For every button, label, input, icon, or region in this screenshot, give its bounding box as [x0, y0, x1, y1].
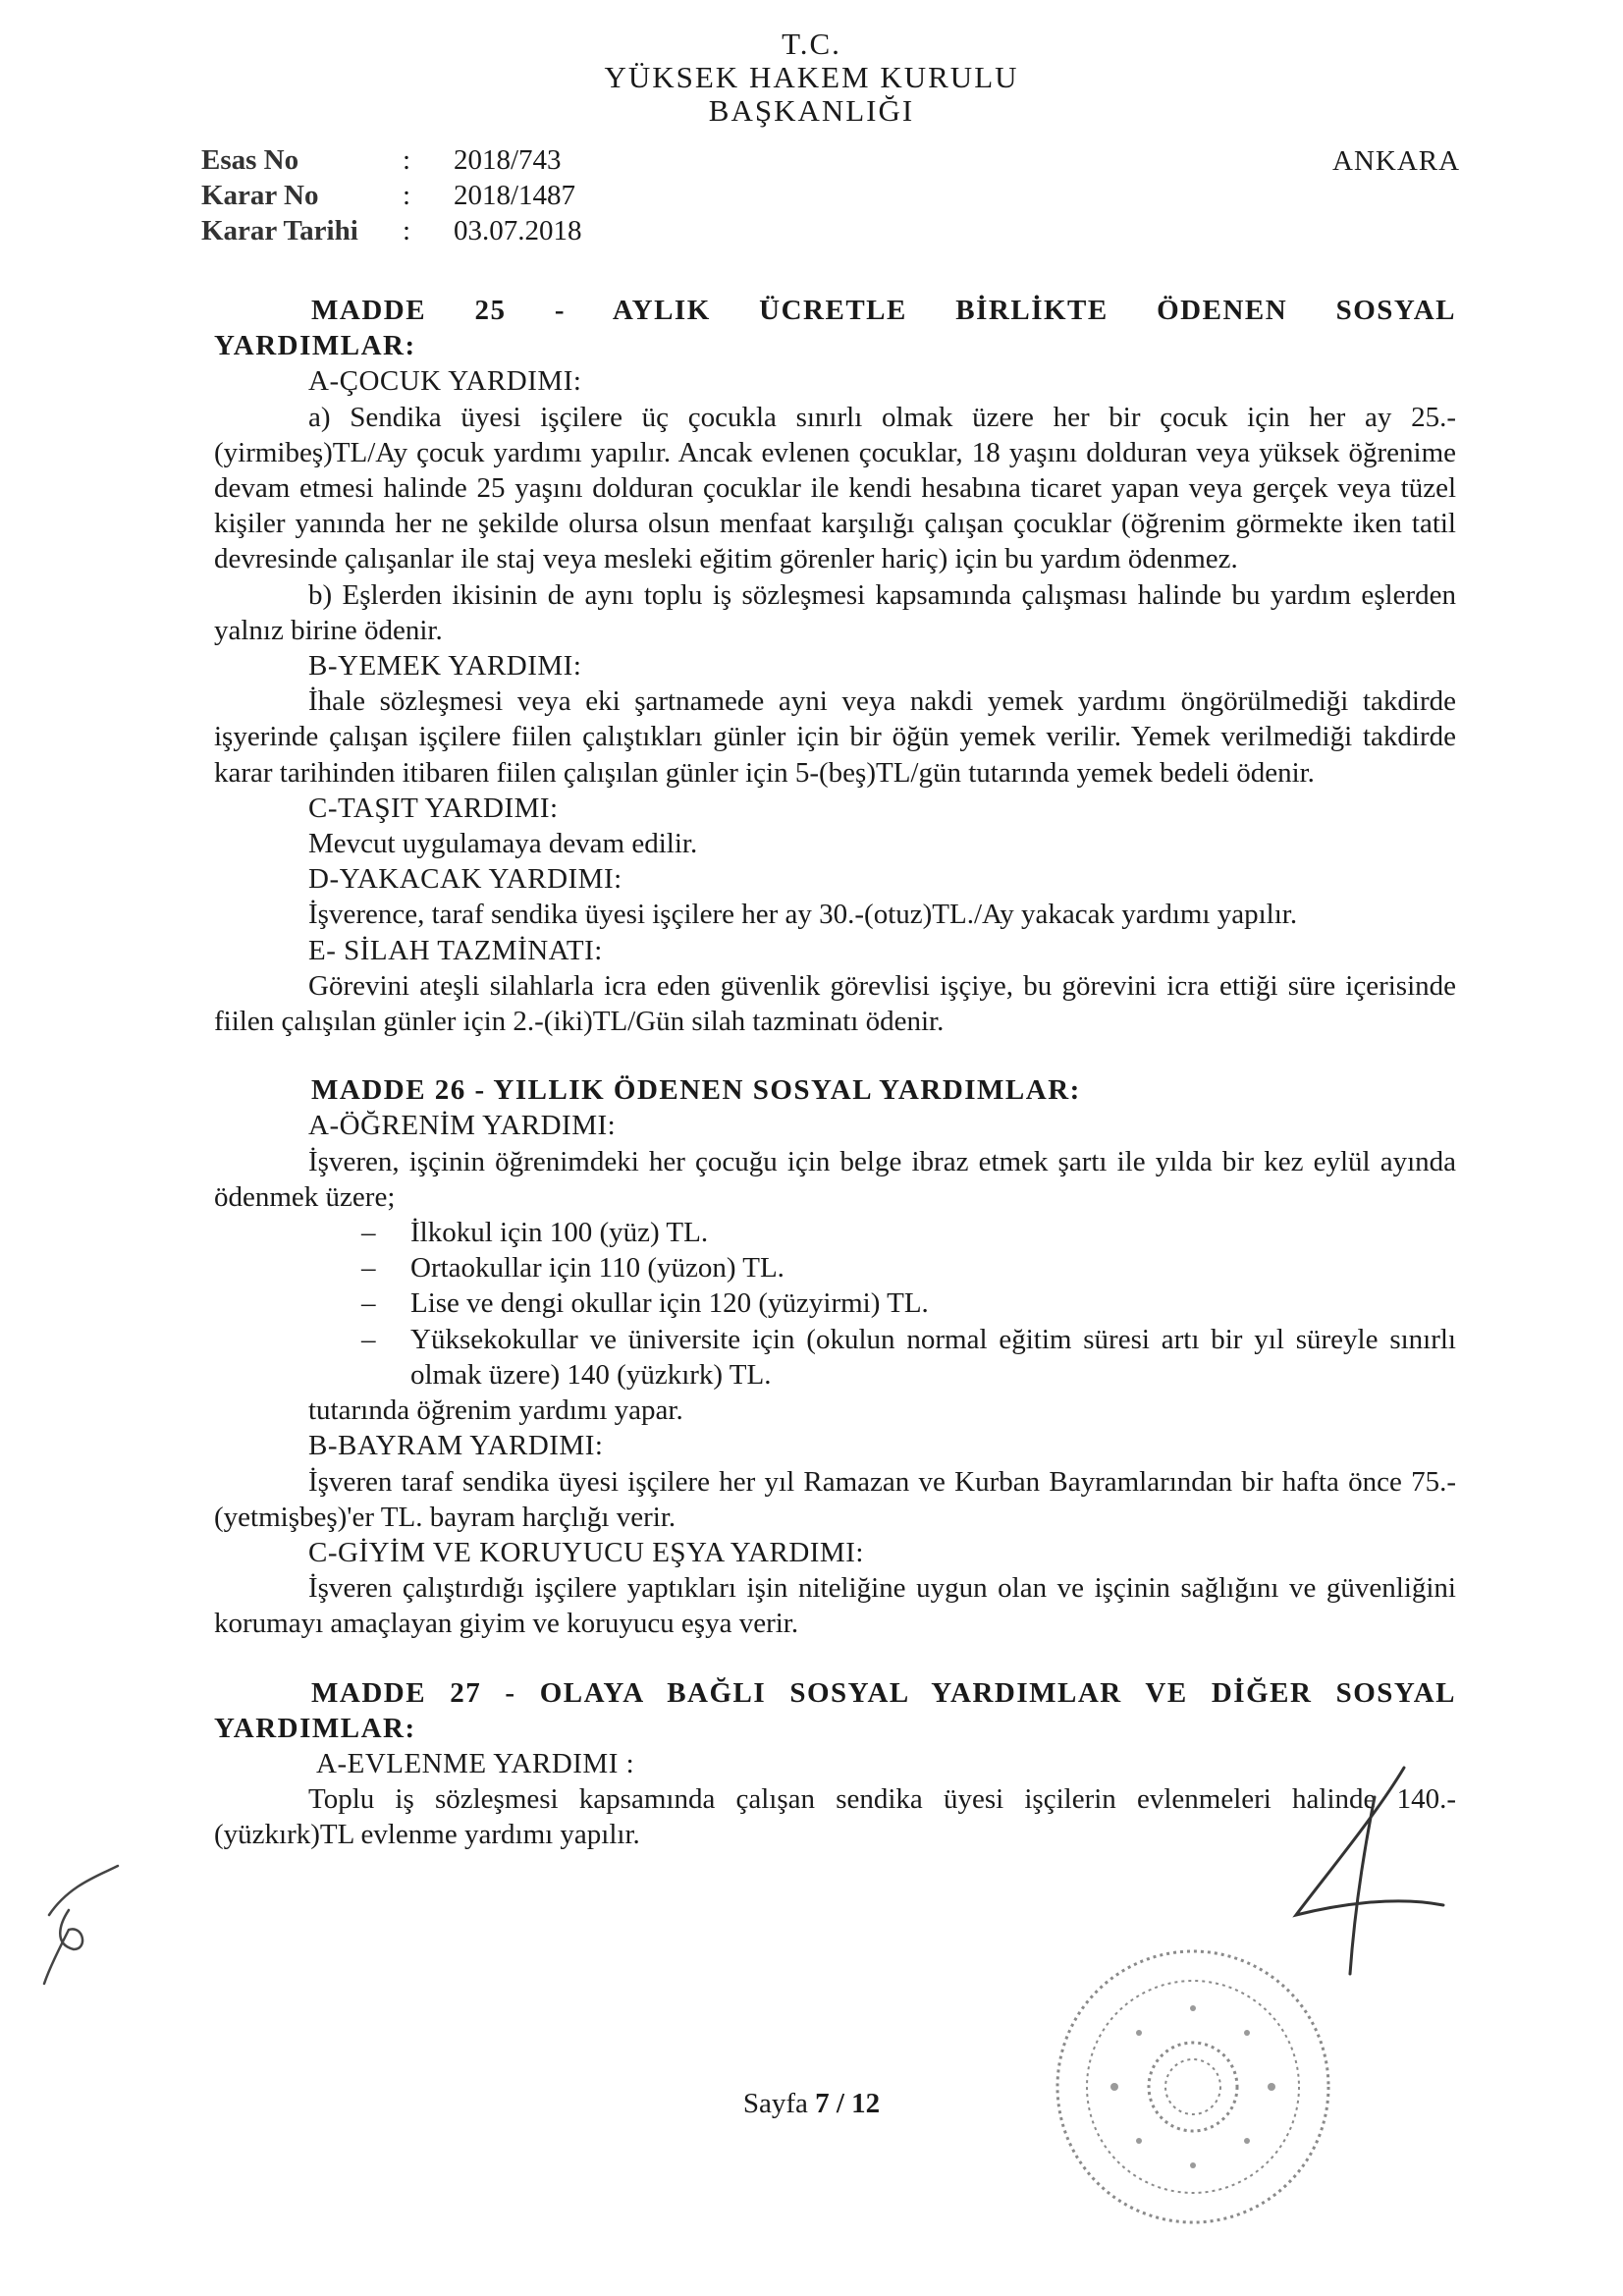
education-aid-list [214, 1215, 1456, 1393]
madde25-a-text-b: b) Eşlerden ikisinin de aynı toplu iş sözleşmesi kapsamında çalışması halinde bu yardım eşlerden yalnız birine ödenir. [214, 578, 1456, 646]
list-item: – İlkokul için 100 (yüz) TL. [361, 1215, 1456, 1250]
meta-value: 2018/743 [454, 144, 562, 176]
madde25-b-text: İhale sözleşmesi veya eki şartnamede ayni veya nakdi yemek yardımı öngörülmediği takdirde işyerinde çalışan işçilere fiilen çalıştıkları günler için bir öğün yemek verilir. Yemek verilmediği takdirde karar tarihinden itibaren fiilen çalışılan günler için 5-(beş)TL/gün tutarında yemek bedeli ödenir. [214, 685, 1456, 789]
madde25-heading [214, 293, 1456, 363]
madde26-c-text: İşveren çalıştırdığı işçilere yaptıkları işin niteliğine uygun olan ve işçinin sağlığını ve güvenliğini korumayı amaçlayan giyim ve koruyucu eşya verir. [214, 1572, 1456, 1640]
madde25-c-title: C-TAŞIT YARDIMI: [308, 792, 559, 824]
madde26-b-text: İşveren taraf sendika üyesi işçilere her yıl Ramazan ve Kurban Bayramlarından bir hafta önce 75.-(yetmişbeş)'er TL. bayram harçlığı verir. [214, 1465, 1456, 1533]
madde26-a-title: A-ÖĞRENİM YARDIMI: [308, 1110, 617, 1142]
page-number [0, 2088, 1623, 2120]
madde25-title-line1: MADDE 25 - AYLIK ÜCRETLE BİRLİKTE ÖDENEN SOSYAL [311, 295, 1456, 326]
madde27-a-title: A-EVLENME YARDIMI : [316, 1747, 635, 1779]
document-body [214, 293, 1456, 1853]
madde25-title-line2: YARDIMLAR: [214, 330, 416, 362]
city-name: ANKARA [1332, 145, 1461, 177]
header-institution: YÜKSEK HAKEM KURULU [604, 60, 1019, 94]
madde26-a-tail: tutarında öğrenim yardımı yapar. [308, 1394, 683, 1427]
meta-row-esas [201, 142, 582, 178]
madde25-c-text: Mevcut uygulamaya devam edilir. [308, 828, 698, 860]
header-office: BAŞKANLIĞI [708, 93, 915, 128]
header-tc: T.C. [782, 27, 841, 61]
official-stamp-icon [1046, 1940, 1340, 2234]
madde25-d-text: İşverence, taraf sendika üyesi işçilere her ay 30.-(otuz)TL./Ay yakacak yardımı yapılır. [308, 899, 1298, 931]
madde25-a-text-a: a) Sendika üyesi işçilere üç çocukla sınırlı olmak üzere her bir çocuk için her ay 25.-(yirmibeş)TL/Ay çocuk yardımı yapılır. Ancak evlenen çocuklar, 18 yaşını dolduran veya yüksek öğrenime devam etmesi halinde 25 yaşını dolduran çocuklar ile kendi hesabına ticaret yapan veya gerçek veya tüzel kişiler yanında her ne şekilde olursa olsun menfaat karşılığı çalışan çocuklar (öğrenim görmekte iken tatil devresinde çalışanlar ile staj veya mesleki eğitim görenler hariç) için bu yardım ödenmez. [214, 401, 1456, 575]
section-gap [214, 1039, 1456, 1072]
list-item: – Yüksekokullar ve üniversite için (okulun normal eğitim süresi artı bir yıl süreyle sınırlı olmak üzere) 140 (yüzkırk) TL. [361, 1322, 1456, 1393]
meta-label: Karar Tarihi [201, 215, 358, 246]
meta-value: 03.07.2018 [454, 215, 582, 246]
madde27-title-line2: YARDIMLAR: [214, 1712, 416, 1744]
madde26-a-text: İşveren, işçinin öğrenimdeki her çocuğu için belge ibraz etmek şartı ile yılda bir kez eylül ayında ödenmek üzere; [214, 1145, 1456, 1213]
meta-sep: : [403, 180, 411, 211]
madde25-e-title: E- SİLAH TAZMİNATI: [308, 934, 603, 966]
madde26-heading [214, 1072, 1456, 1108]
madde26-b-title: B-BAYRAM YARDIMI: [308, 1430, 604, 1462]
madde27-title-line1: MADDE 27 - OLAYA BAĞLI SOSYAL YARDIMLAR VE DİĞER SOSYAL [311, 1676, 1456, 1709]
meta-row-tarih [201, 213, 582, 248]
meta-row-karar [201, 178, 582, 213]
list-item: – Lise ve dengi okullar için 120 (yüzyirmi) TL. [361, 1285, 1456, 1321]
initial-signature-icon [29, 1856, 147, 1994]
madde26-c-title: C-GİYİM VE KORUYUCU EŞYA YARDIMI: [308, 1536, 864, 1568]
page-count: 7 / 12 [815, 2088, 881, 2119]
madde27-a-text: Toplu iş sözleşmesi kapsamında çalışan sendika üyesi işçilerin evlenmeleri halinde 140.-(yüzkırk)TL evlenme yardımı yapılır. [214, 1783, 1456, 1851]
madde27-heading [214, 1675, 1456, 1746]
meta-sep: : [403, 144, 411, 176]
doc-header [0, 27, 1623, 128]
madde25-a-title: A-ÇOCUK YARDIMI: [308, 365, 582, 398]
meta-value: 2018/1487 [454, 180, 576, 211]
list-item: – Ortaokullar için 110 (yüzon) TL. [361, 1250, 1456, 1285]
section-gap [214, 1642, 1456, 1675]
page-prefix: Sayfa [742, 2088, 816, 2119]
meta-label: Esas No [201, 144, 299, 176]
case-meta [201, 142, 582, 248]
madde25-b-title: B-YEMEK YARDIMI: [308, 650, 582, 683]
signature-icon [1257, 1758, 1463, 1984]
meta-sep: : [403, 215, 411, 246]
madde25-d-title: D-YAKACAK YARDIMI: [308, 863, 622, 896]
madde26-title: MADDE 26 - YILLIK ÖDENEN SOSYAL YARDIMLAR: [311, 1074, 1081, 1107]
meta-label: Karar No [201, 180, 319, 211]
madde25-e-text: Görevini ateşli silahlarla icra eden güvenlik görevlisi işçiye, bu görevini icra ettiği süre içerisinde fiilen çalışılan günler için 2.-(iki)TL/Gün silah tazminatı ödenir. [214, 969, 1456, 1038]
